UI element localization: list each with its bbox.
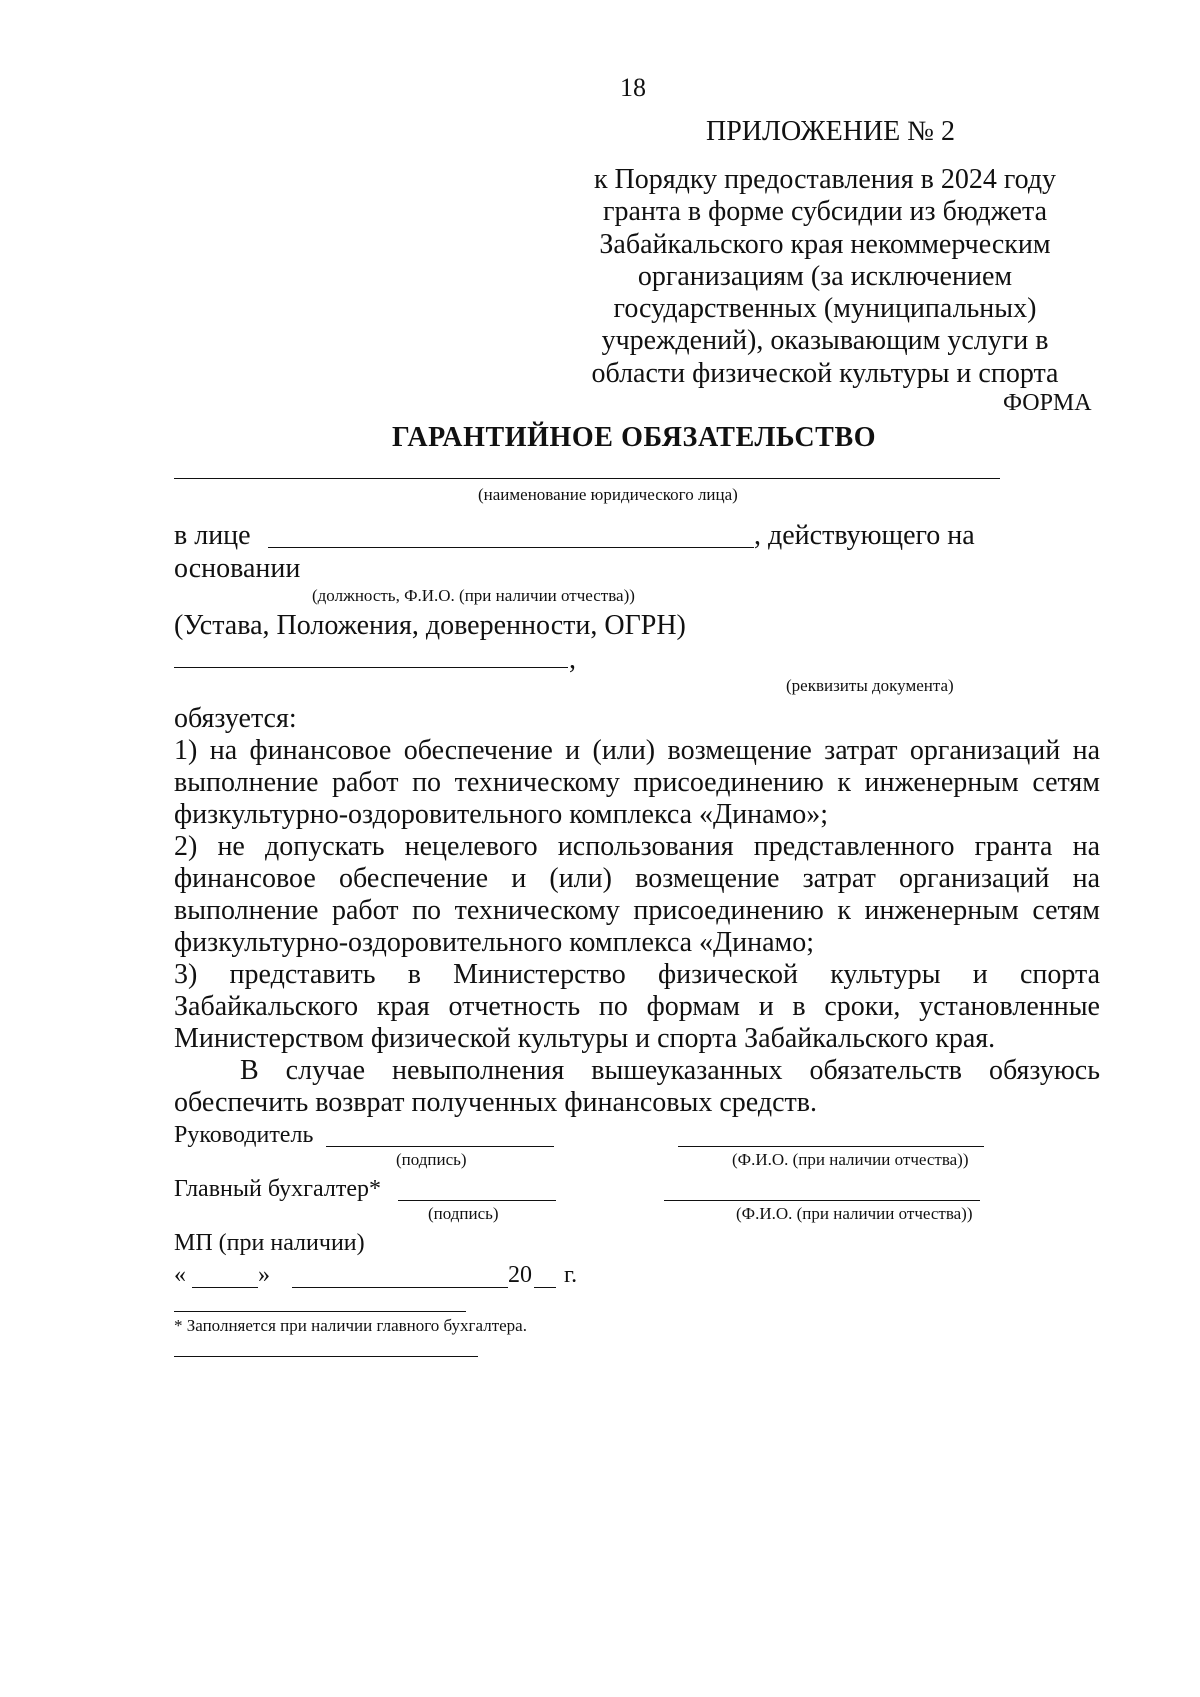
appendix-line: государственных (муниципальных) [613, 293, 1037, 325]
document-title: ГАРАНТИЙНОЕ ОБЯЗАТЕЛЬСТВО [392, 422, 877, 453]
obligation-item-3 [174, 959, 1100, 1055]
appendix-line: гранта в форме субсидии из бюджета [603, 196, 1047, 228]
date-year-prefix: 20 [508, 1262, 532, 1288]
closing-line: В случае невыполнения вышеуказанных обязательств обязуюсь [240, 1055, 1100, 1086]
appendix-line: учреждений), оказывающим услуги в [601, 325, 1049, 357]
in-person-label: в лице [174, 520, 251, 551]
head-label: Руководитель [174, 1122, 314, 1148]
obligation-line: 1) на финансовое обеспечение и (или) возмещение затрат организаций на [174, 735, 1100, 766]
acting-suffix: , действующего на [754, 520, 975, 551]
footnote: * Заполняется при наличии главного бухгалтера. [174, 1316, 527, 1335]
obligation-line: 3) представить в Министерство физической культуры и спорта [174, 959, 1100, 990]
bottom-separator [174, 1356, 478, 1357]
head-signature-line [326, 1146, 554, 1147]
accountant-signature-caption: (подпись) [428, 1204, 499, 1223]
obligation-line: физкультурно-оздоровительного комплекса «Динамо; [174, 927, 815, 958]
appendix-line: к Порядку предоставления в 2024 году [593, 164, 1057, 195]
obligation-line: выполнение работ по техническому присоединению к инженерным сетям [174, 767, 1100, 798]
date-close-quote: » [258, 1262, 270, 1288]
entity-name-line [174, 478, 1000, 479]
date-day-line [192, 1287, 258, 1288]
stamp-label: МП (при наличии) [174, 1230, 365, 1256]
date-year-line [534, 1287, 556, 1288]
closing-line: обеспечить возврат полученных финансовых средств. [174, 1087, 817, 1118]
appendix-reference [580, 164, 1070, 390]
appendix-title: ПРИЛОЖЕНИЕ № 2 [706, 116, 955, 147]
obligation-line: Забайкальского края отчетность по формам и в сроки, установленные [174, 991, 1100, 1022]
obligation-line: выполнение работ по техническому присоединению к инженерным сетям [174, 895, 1100, 926]
accountant-signature-line [398, 1200, 556, 1201]
date-month-line [292, 1287, 508, 1288]
requisites-caption: (реквизиты документа) [786, 676, 954, 695]
obligation-line: Министерством физической культуры и спорта Забайкальского края. [174, 1023, 996, 1054]
requisites-line [174, 667, 568, 668]
accountant-fio-caption: (Ф.И.О. (при наличии отчества)) [736, 1204, 973, 1223]
position-name-line [268, 547, 754, 548]
appendix-line: Забайкальского края некоммерческим [599, 228, 1051, 260]
accountant-label: Главный бухгалтер* [174, 1176, 381, 1202]
requisites-comma: , [569, 644, 576, 675]
date-year-suffix: г. [564, 1262, 578, 1288]
obligation-line: 2) не допускать нецелевого использования представленного гранта на [174, 831, 1100, 862]
entity-name-caption: (наименование юридического лица) [478, 485, 738, 504]
form-label: ФОРМА [1003, 390, 1092, 416]
page-number: 18 [620, 73, 646, 102]
footnote-separator [174, 1311, 466, 1312]
obligation-item-1 [174, 735, 1100, 831]
basis-documents: (Устава, Положения, доверенности, ОГРН) [174, 610, 686, 641]
head-fio-caption: (Ф.И.О. (при наличии отчества)) [732, 1150, 969, 1169]
basis-word: основании [174, 553, 301, 584]
obligation-line: физкультурно-оздоровительного комплекса «Динамо»; [174, 799, 829, 830]
appendix-line: организациям (за исключением [637, 260, 1013, 292]
position-caption: (должность, Ф.И.О. (при наличии отчества)) [312, 586, 635, 605]
closing-paragraph [174, 1055, 1100, 1119]
obligation-item-2 [174, 831, 1100, 959]
head-signature-caption: (подпись) [396, 1150, 467, 1169]
obligation-line: финансовое обеспечение и (или) возмещение затрат организаций на [174, 863, 1100, 894]
appendix-line: области физической культуры и спорта [591, 357, 1059, 389]
accountant-fio-line [664, 1200, 980, 1201]
obligates-word: обязуется: [174, 703, 297, 734]
head-fio-line [678, 1146, 984, 1147]
date-open-quote: « [174, 1262, 186, 1288]
